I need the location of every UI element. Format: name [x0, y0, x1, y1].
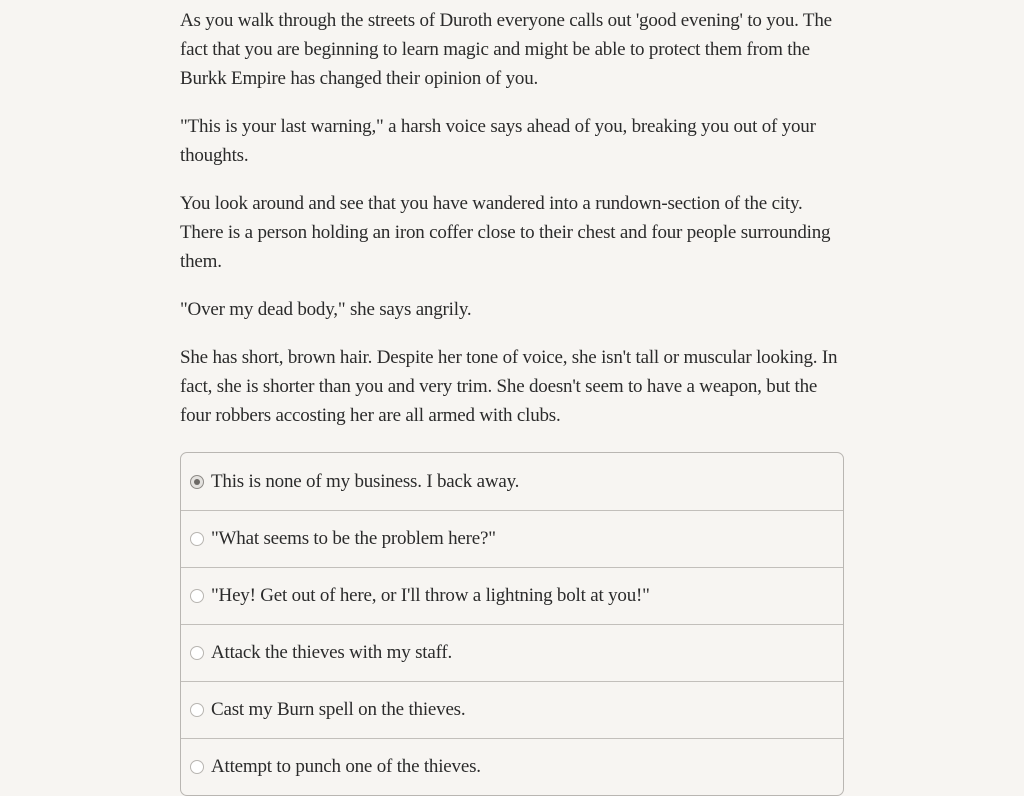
radio-button[interactable]	[190, 532, 204, 546]
choice-label: Cast my Burn spell on the thieves.	[211, 699, 466, 720]
radio-button[interactable]	[190, 646, 204, 660]
choice-label: This is none of my business. I back away.	[211, 470, 520, 492]
radio-button[interactable]	[190, 703, 204, 717]
choice-label: Attack the thieves with my staff.	[211, 642, 453, 663]
story-paragraph-3: You look around and see that you have wandered into a rundown-section of the city. There is a person holding an iron coffer close to their chest and four people surrounding them.	[180, 193, 831, 272]
choice-list	[180, 452, 844, 796]
story-paragraph-2: "This is your last warning," a harsh voice says ahead of you, breaking you out of your thoughts.	[180, 116, 816, 166]
choice-option-4[interactable]	[181, 624, 843, 681]
story-text	[180, 6, 844, 430]
story-paragraph-1: As you walk through the streets of Duroth everyone calls out 'good evening' to you. The fact that you are beginning to learn magic and might be able to protect them from the Burkk Empire has changed their opinion of you.	[180, 10, 832, 89]
choice-option-3[interactable]	[181, 567, 843, 624]
choice-option-6[interactable]	[181, 738, 843, 795]
choice-label: Attempt to punch one of the thieves.	[211, 756, 481, 777]
choice-label: "What seems to be the problem here?"	[211, 528, 496, 549]
radio-button-selected[interactable]	[190, 475, 204, 489]
choice-option-2[interactable]	[181, 510, 843, 567]
choice-option-1[interactable]	[181, 453, 843, 510]
radio-button[interactable]	[190, 589, 204, 603]
story-paragraph-4: "Over my dead body," she says angrily.	[180, 299, 472, 320]
story-page	[180, 6, 844, 796]
radio-button[interactable]	[190, 760, 204, 774]
choice-label: "Hey! Get out of here, or I'll throw a lightning bolt at you!"	[211, 585, 650, 606]
choice-option-5[interactable]	[181, 681, 843, 738]
story-paragraph-5: She has short, brown hair. Despite her tone of voice, she isn't tall or muscular looking. In fact, she is shorter than you and very trim. She doesn't seem to have a weapon, but the four robbers accosting her are all armed with clubs.	[180, 347, 838, 426]
